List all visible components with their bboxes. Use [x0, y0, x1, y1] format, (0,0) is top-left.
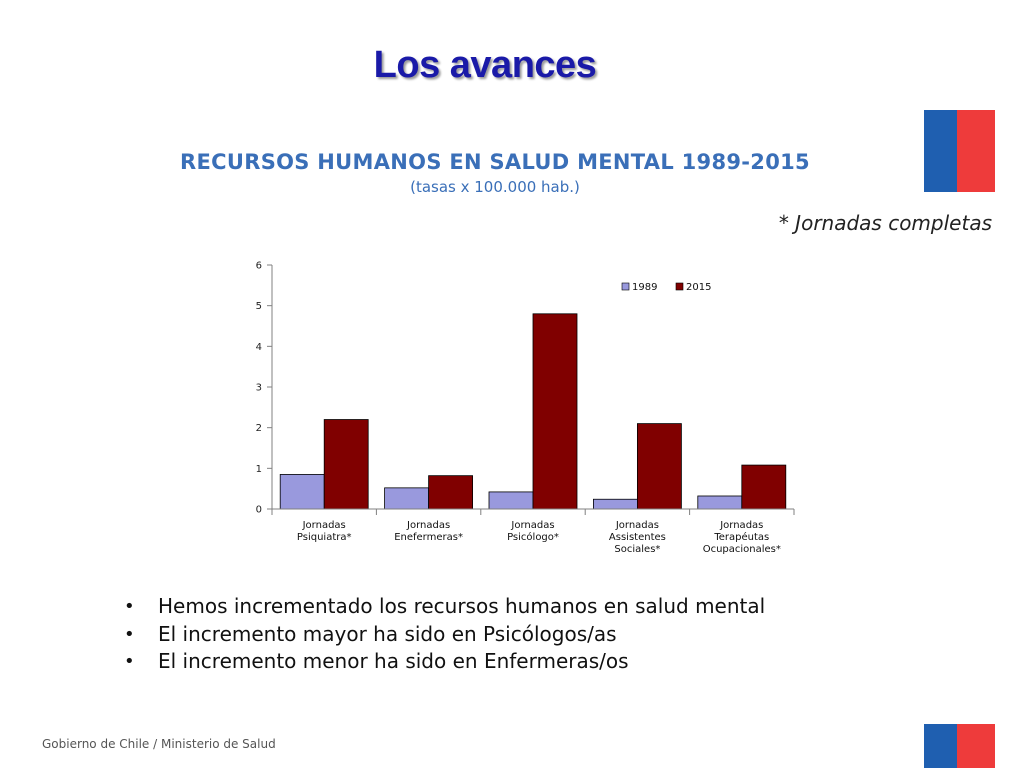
chile-flag-logo-footer	[924, 724, 995, 768]
y-tick-label: 1	[255, 463, 262, 475]
bullet-text: El incremento menor ha sido en Enfermeras/os	[158, 649, 629, 673]
bar-2015-4	[637, 424, 681, 509]
bar-1989-4	[593, 499, 637, 509]
y-tick-label: 5	[255, 301, 262, 313]
bullet-item	[120, 593, 765, 621]
bar-1989-2	[385, 488, 429, 509]
bullet-dot: •	[124, 596, 135, 617]
chart-subtitle: (tasas x 100.000 hab.)	[410, 178, 580, 196]
x-tick-label-line: Jornadas	[615, 520, 659, 531]
bar-1989-3	[489, 492, 533, 509]
bar-chart	[236, 250, 806, 580]
bar-2015-3	[533, 314, 577, 509]
legend-swatch-2015	[676, 283, 683, 290]
x-tick-label	[297, 520, 352, 543]
x-tick-label-line: Jornadas	[407, 520, 451, 531]
x-tick-label	[703, 520, 781, 555]
x-tick-label-line: Terapéutas	[714, 532, 770, 543]
legend-label-2015: 2015	[686, 282, 712, 293]
bar-2015-2	[429, 476, 473, 509]
bullet-dot: •	[124, 651, 135, 672]
x-tick-label-line: Jornadas	[511, 520, 555, 531]
bullet-text: El incremento mayor ha sido en Psicólogos/as	[158, 621, 617, 646]
y-tick-label: 0	[255, 504, 262, 516]
flag-red-band	[957, 724, 995, 768]
bullet-list	[120, 593, 765, 676]
y-tick-label: 2	[255, 423, 262, 435]
bar-1989-5	[698, 496, 742, 509]
flag-red-band	[957, 110, 995, 192]
y-tick-label: 6	[255, 260, 262, 272]
chile-flag-logo	[924, 110, 995, 192]
flag-blue-band	[924, 110, 957, 192]
bar-2015-5	[742, 465, 786, 509]
bullet-dot: •	[124, 623, 135, 645]
x-tick-label-line: Sociales*	[614, 544, 661, 555]
x-tick-label-line: Psiquiatra*	[296, 532, 352, 543]
legend-label-1989: 1989	[632, 282, 658, 293]
bullet-text: Hemos incrementado los recursos humanos en salud mental	[158, 594, 766, 618]
legend-swatch-1989	[622, 283, 629, 290]
bar-1989-1	[280, 474, 324, 509]
bar-2015-1	[324, 420, 368, 509]
y-tick-label: 4	[255, 341, 262, 353]
x-tick-label-line: Ocupacionales*	[702, 544, 781, 555]
bullet-item	[120, 648, 765, 676]
slide-title: Los avances	[373, 44, 597, 86]
x-tick-label	[394, 520, 463, 543]
x-tick-label	[609, 520, 666, 555]
footer-text: Gobierno de Chile / Ministerio de Salud	[42, 737, 276, 751]
flag-blue-band	[924, 724, 957, 768]
x-tick-label-line: Enefermeras*	[394, 532, 463, 543]
x-tick-label-line: Psicólogo*	[507, 532, 559, 543]
x-tick-label-line: Jornadas	[720, 520, 764, 531]
y-tick-label: 3	[255, 382, 262, 394]
bullet-item	[120, 621, 765, 649]
x-tick-label	[507, 520, 559, 543]
chart-title: RECURSOS HUMANOS EN SALUD MENTAL 1989-2015	[180, 150, 810, 174]
chart-note: * Jornadas completas	[778, 211, 992, 235]
x-tick-label-line: Assistentes	[608, 532, 666, 543]
x-tick-label-line: Jornadas	[302, 520, 346, 531]
